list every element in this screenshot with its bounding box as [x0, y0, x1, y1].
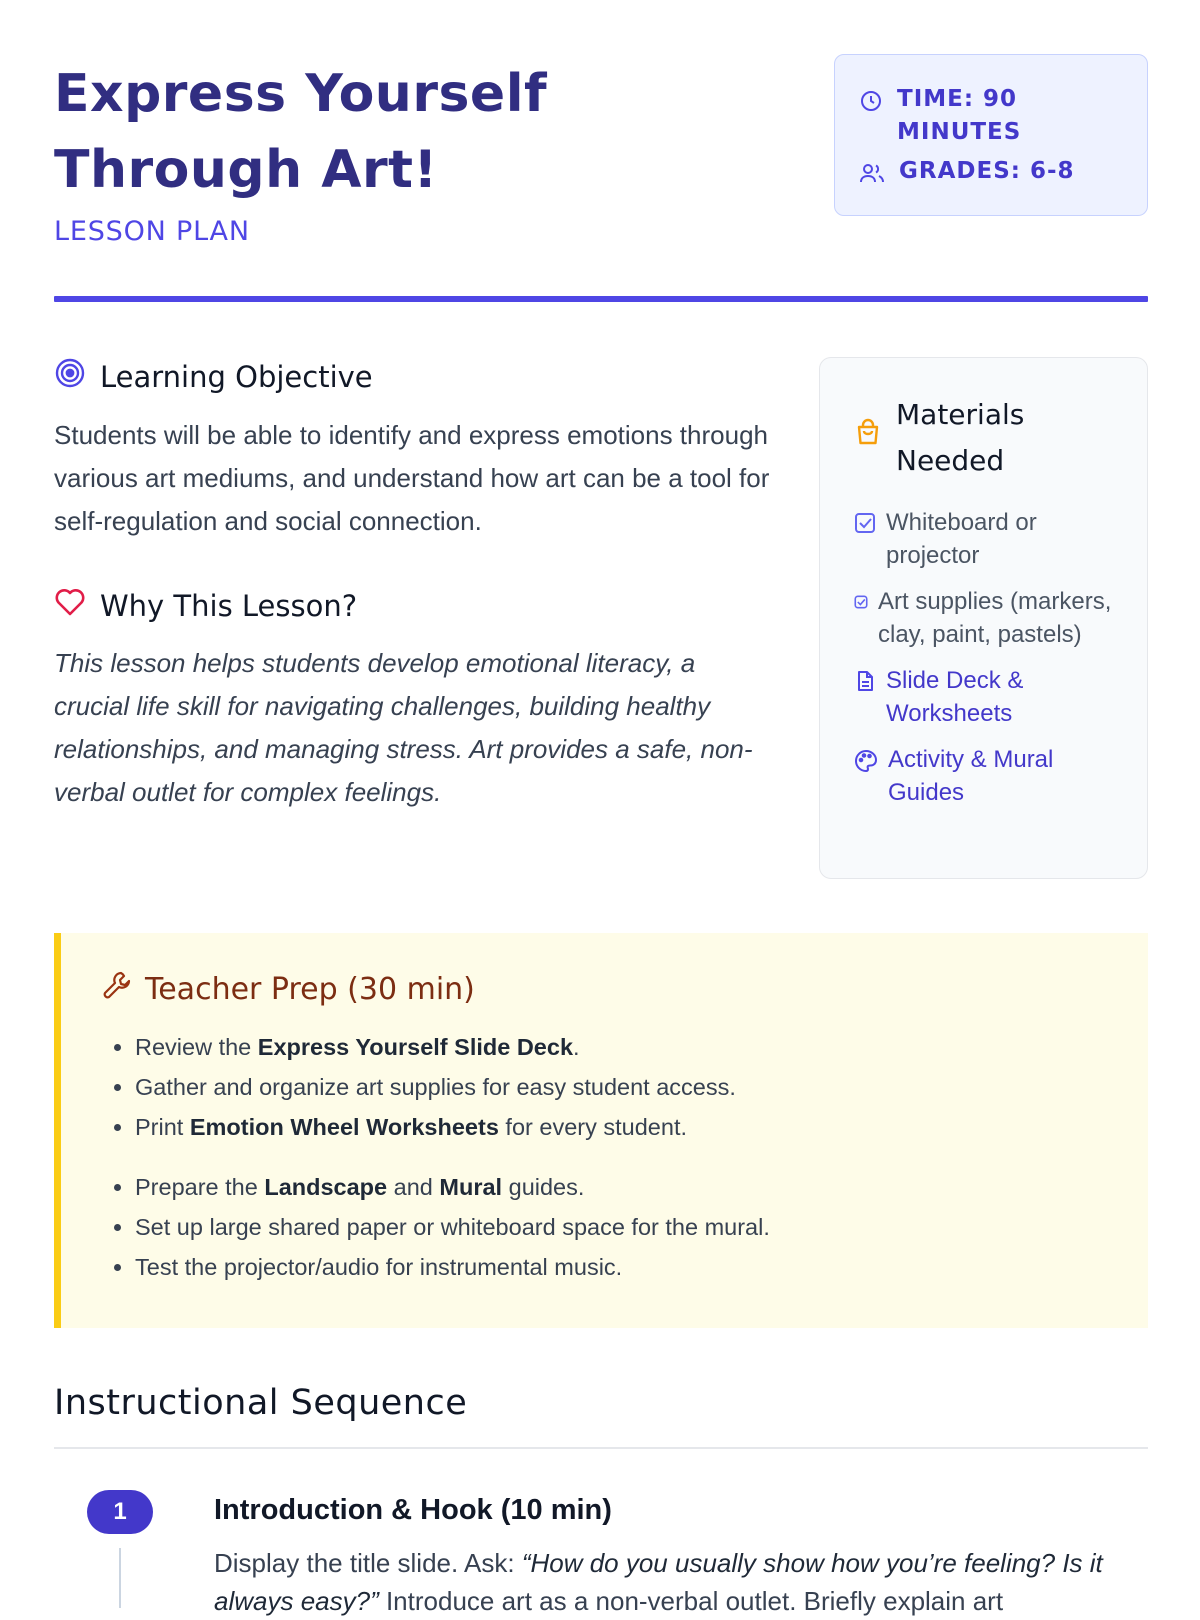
prep-list	[101, 1027, 1108, 1147]
why-heading	[54, 587, 774, 624]
list-item: • Test the projector/audio for instrumental music.	[135, 1247, 1108, 1287]
check-square-icon	[854, 506, 876, 572]
list-item: • Review the Express Yourself Slide Deck.	[135, 1027, 1108, 1067]
time-meta	[859, 83, 1123, 149]
grades-label: GRADES: 6-8	[899, 158, 1075, 184]
prep-heading	[101, 969, 1108, 1009]
grades-meta	[859, 155, 1123, 195]
prep-list	[101, 1167, 1108, 1287]
materials-heading	[854, 392, 1113, 484]
step-description: Display the title slide. Ask: “How do you usually show how you’re feeling? Is it always easy?” Introduce art as a non-verbal outlet. Briefly explain art	[214, 1548, 1103, 1616]
material-label: Art supplies (markers, clay, paint, pastels)	[878, 588, 1112, 648]
list-item: • Gather and organize art supplies for easy student access.	[135, 1067, 1108, 1107]
page-subtitle: LESSON PLAN	[54, 216, 250, 247]
why-heading-text: Why This Lesson?	[100, 588, 358, 623]
list-item	[854, 585, 1113, 651]
materials-list	[854, 506, 1113, 809]
header-divider	[54, 296, 1148, 302]
sequence-divider	[54, 1447, 1148, 1449]
list-item	[854, 506, 1113, 572]
slide-deck-link[interactable]: Slide Deck & Worksheets	[886, 667, 1024, 727]
heart-icon	[54, 587, 86, 624]
wrench-icon	[101, 969, 133, 1009]
step-number-badge: 1	[87, 1490, 153, 1534]
why-lesson-section	[54, 587, 774, 814]
materials-card	[819, 357, 1148, 879]
list-item[interactable]	[854, 664, 1113, 730]
activity-guides-link[interactable]: Activity & Mural Guides	[888, 746, 1054, 806]
header	[54, 0, 1148, 300]
material-label: Whiteboard or projector	[886, 509, 1037, 569]
prep-heading-text: Teacher Prep (30 min)	[145, 971, 475, 1007]
list-item[interactable]	[854, 743, 1113, 809]
shopping-bag-icon	[854, 415, 882, 461]
materials-heading-text: Materials Needed	[896, 398, 1025, 477]
users-icon	[859, 155, 885, 195]
sequence-heading: Instructional Sequence	[54, 1383, 468, 1423]
lesson-meta-box	[834, 54, 1148, 216]
document-icon	[854, 664, 876, 730]
list-item: • Prepare the Landscape and Mural guides.	[135, 1167, 1108, 1207]
target-icon	[54, 357, 86, 396]
objective-heading-text: Learning Objective	[100, 359, 373, 394]
list-item: • Set up large shared paper or whiteboard space for the mural.	[135, 1207, 1108, 1247]
learning-objective-section	[54, 357, 774, 543]
palette-icon	[854, 743, 878, 809]
check-square-icon	[854, 585, 868, 651]
why-text: This lesson helps students develop emotional literacy, a crucial life skill for navigating challenges, building healthy relationships, and managing stress. Art provides a safe, non-verbal outlet for complex feelings.	[54, 648, 753, 807]
step-title: Introduction & Hook (10 min)	[214, 1494, 612, 1526]
page-title: Express Yourself Through Art!	[54, 64, 548, 200]
objective-heading	[54, 357, 774, 396]
objective-text: Students will be able to identify and express emotions through various art mediums, and understand how art can be a tool for self-regulation and social connection.	[54, 420, 770, 536]
teacher-prep-callout	[54, 933, 1148, 1328]
step-timeline-line	[119, 1548, 121, 1608]
lesson-plan-page	[54, 0, 1148, 1616]
list-item: • Print Emotion Wheel Worksheets for every student.	[135, 1107, 1108, 1147]
clock-icon	[859, 83, 883, 123]
time-label: TIME: 90 MINUTES	[897, 86, 1022, 145]
